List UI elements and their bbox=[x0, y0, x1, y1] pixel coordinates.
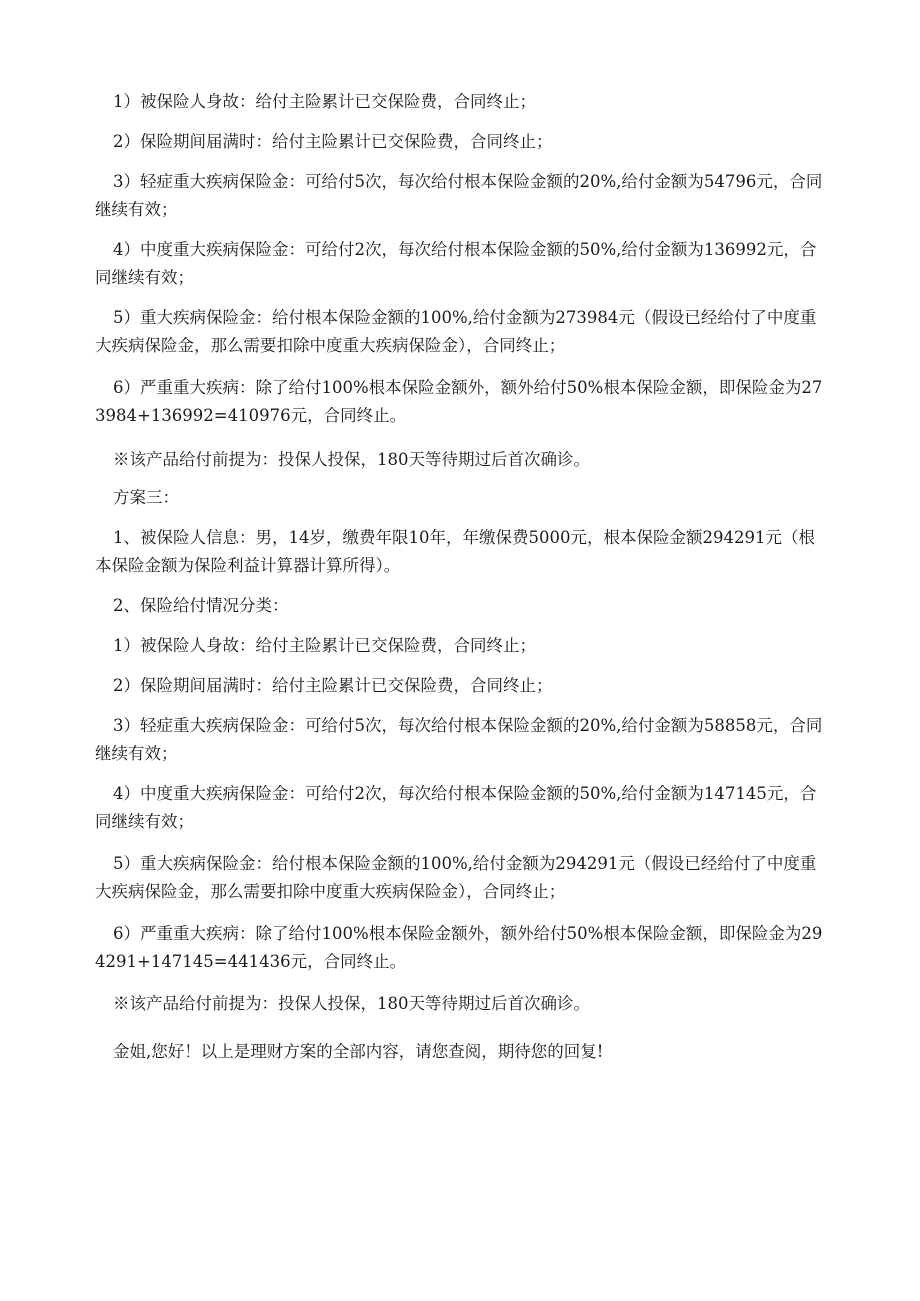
plan3-item-moderate-illness: 4）中度重大疾病保险金：可给付2次，每次给付根本保险金额的50%,给付金额为147145元，合同继续有效； bbox=[95, 784, 817, 831]
plan3-item-major-illness: 5）重大疾病保险金：给付根本保险金额的100%,给付金额为294291元（假设已经给付了中度重大疾病保险金，那么需要扣除中度重大疾病保险金），合同终止； bbox=[95, 854, 817, 901]
closing-message: 金姐,您好！以上是理财方案的全部内容，请您查阅，期待您的回复! bbox=[113, 1042, 604, 1061]
plan3-benefit-category-heading: 2、保险给付情况分类： bbox=[113, 596, 289, 615]
plan3-item-severe-illness: 6）严重重大疾病：除了给付100%根本保险金额外，额外给付50%根本保险金额，即保险金为294291+147145=441436元，合同终止。 bbox=[95, 924, 823, 971]
plan2-item-death: 1）被保险人身故：给付主险累计已交保险费，合同终止； bbox=[113, 92, 536, 111]
plan2-item-major-illness: 5）重大疾病保险金：给付根本保险金额的100%,给付金额为273984元（假设已经给付了中度重大疾病保险金，那么需要扣除中度重大疾病保险金），合同终止； bbox=[95, 308, 817, 355]
plan2-note: ※该产品给付前提为：投保人投保，180天等待期过后首次确诊。 bbox=[113, 450, 590, 469]
plan3-note: ※该产品给付前提为：投保人投保，180天等待期过后首次确诊。 bbox=[113, 994, 590, 1013]
plan2-item-severe-illness: 6）严重重大疾病：除了给付100%根本保险金额外，额外给付50%根本保险金额，即保险金为273984+136992=410976元，合同终止。 bbox=[95, 378, 823, 425]
plan3-heading: 方案三： bbox=[113, 488, 179, 507]
plan2-item-mild-illness: 3）轻症重大疾病保险金：可给付5次，每次给付根本保险金额的20%,给付金额为54796元，合同继续有效； bbox=[95, 172, 823, 219]
plan3-insured-info: 1、被保险人信息：男，14岁，缴费年限10年，年缴保费5000元，根本保险金额294291元（根本保险金额为保险利益计算器计算所得）。 bbox=[95, 528, 815, 575]
plan2-item-moderate-illness: 4）中度重大疾病保险金：可给付2次，每次给付根本保险金额的50%,给付金额为136992元，合同继续有效； bbox=[95, 240, 817, 287]
plan3-item-maturity: 2）保险期间届满时：给付主险累计已交保险费，合同终止； bbox=[113, 676, 553, 695]
plan3-item-mild-illness: 3）轻症重大疾病保险金：可给付5次，每次给付根本保险金额的20%,给付金额为58858元，合同继续有效； bbox=[95, 716, 823, 763]
plan2-item-maturity: 2）保险期间届满时：给付主险累计已交保险费，合同终止； bbox=[113, 132, 553, 151]
plan3-item-death: 1）被保险人身故：给付主险累计已交保险费，合同终止； bbox=[113, 636, 536, 655]
